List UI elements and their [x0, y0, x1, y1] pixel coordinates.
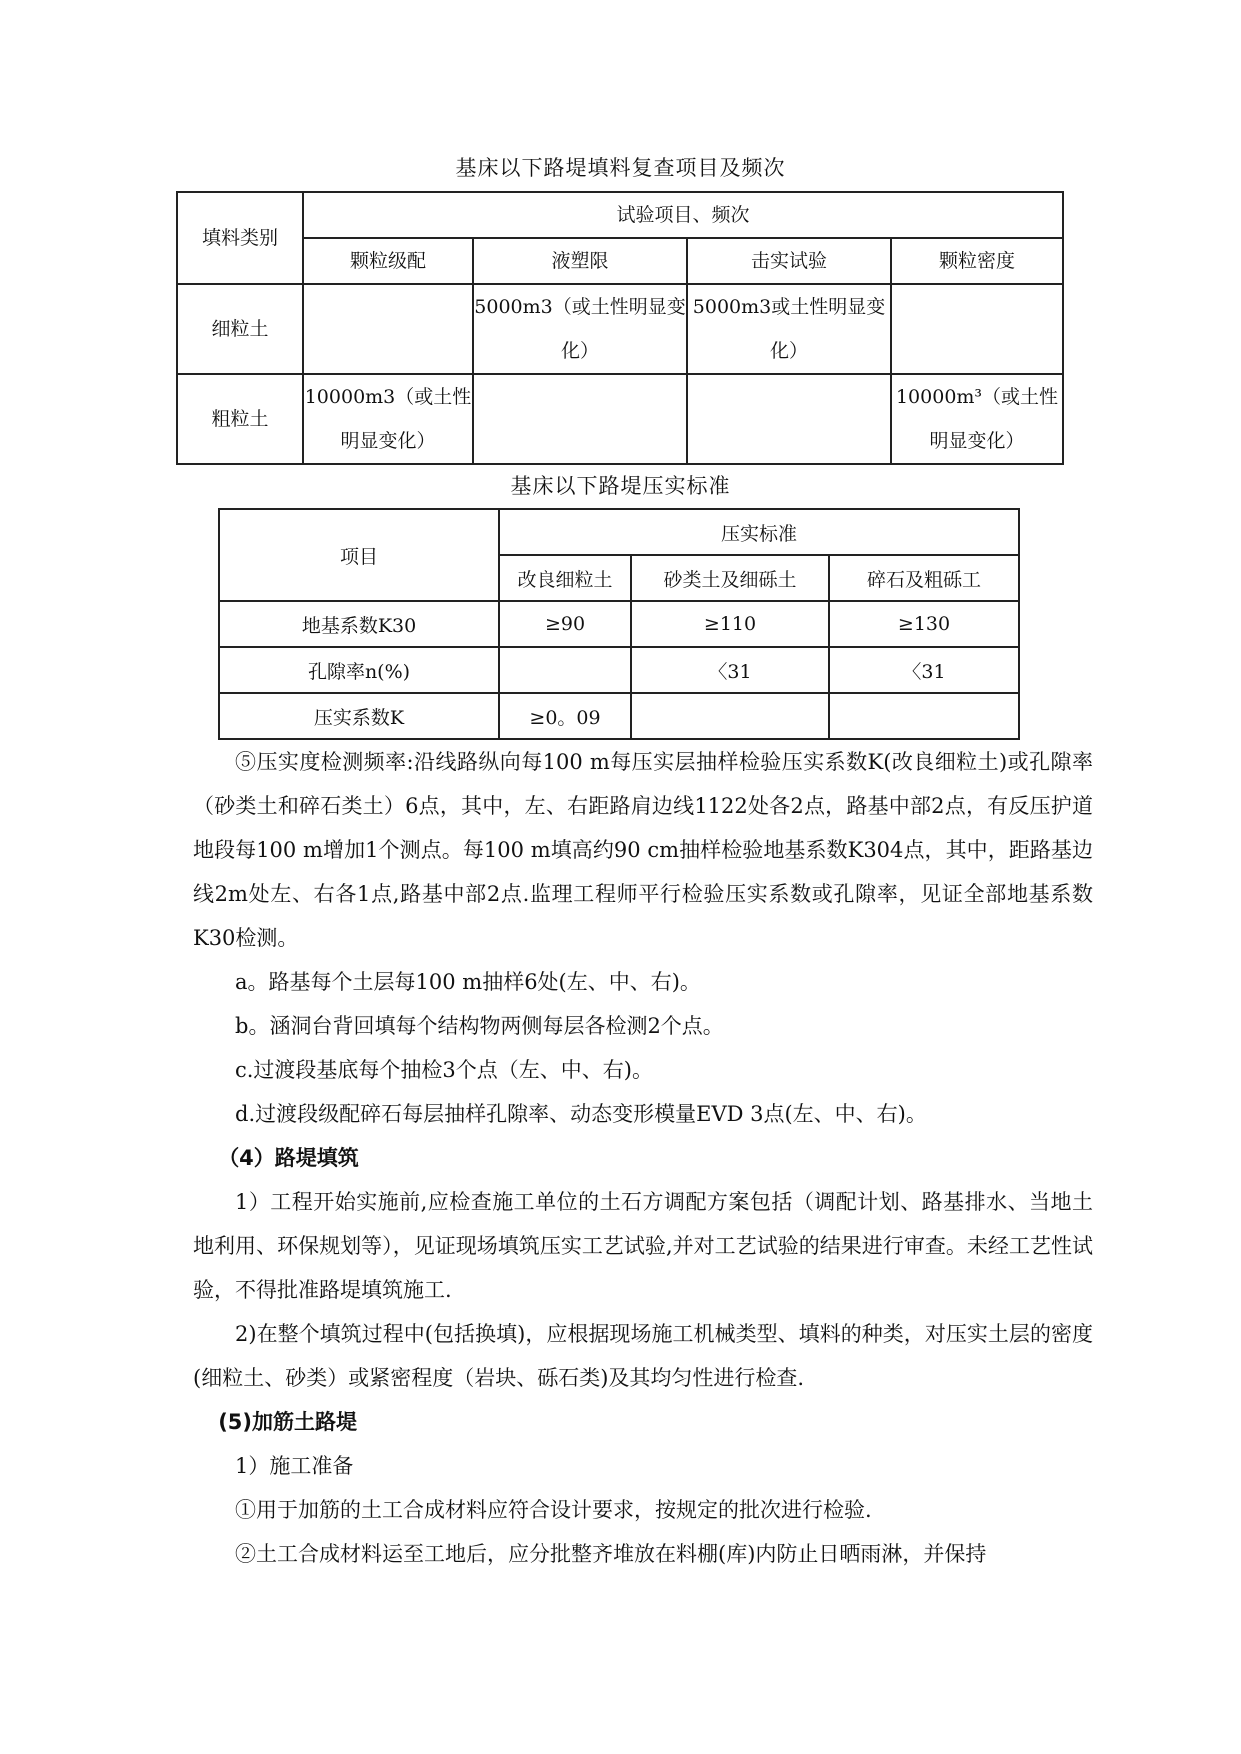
section-heading: （4）路堤填筑	[218, 1146, 359, 1170]
table-cell: ≥90	[499, 601, 631, 647]
table-cell: 〈31	[829, 647, 1019, 693]
paragraph: 2)在整个填筑过程中(包括换填)，应根据现场施工机械类型、填料的种类，对压实土层的密度(细粒土、砂类）或紧密程度（岩块、砾石类)及其均匀性进行检查.	[193, 1322, 1093, 1390]
fill-material-inspection-table	[176, 191, 1064, 465]
paragraph: 1）工程开始实施前,应检查施工单位的土石方调配方案包括（调配计划、路基排水、当地土地利用、环保规划等），见证现场填筑压实工艺试验,并对工艺试验的结果进行审查。未经工艺性试验，不得批准路堤填筑施工.	[193, 1190, 1093, 1302]
row-label: 地基系数K30	[219, 601, 499, 647]
table-cell: 10000m3（或土性明显变化）	[303, 374, 473, 464]
column-header: 击实试验	[687, 238, 891, 284]
row-label: 细粒土	[177, 284, 303, 374]
table-cell	[631, 693, 829, 739]
row-label: 孔隙率n(%)	[219, 647, 499, 693]
table-cell	[687, 374, 891, 464]
column-header: 液塑限	[473, 238, 687, 284]
table1-caption: 基床以下路堤填料复查项目及频次	[455, 156, 786, 180]
table-cell	[829, 693, 1019, 739]
header-test-items: 试验项目、频次	[303, 192, 1063, 238]
paragraph: a。路基每个土层每100 m抽样6处(左、中、右)。	[235, 970, 701, 994]
row-label: 粗粒土	[177, 374, 303, 464]
table-cell	[303, 284, 473, 374]
paragraph: ⑤压实度检测频率:沿线路纵向每100 m每压实层抽样检验压实系数K(改良细粒土)或孔隙率（砂类土和碎石类土）6点，其中，左、右距路肩边线1122处各2点，路基中部2点，有反压护道地段每100 m增加1个测点。每100 m填高约90 cm抽样检验地基系数K304点，其中，距路基边线2m处左、右各1点,路基中部2点.监理工程师平行检验压实系数或孔隙率，见证全部地基系数K30检测。	[193, 750, 1093, 950]
column-header: 砂类土及细砾土	[631, 555, 829, 601]
header-compaction-standard: 压实标准	[499, 509, 1019, 555]
body-text	[193, 740, 1093, 1576]
section-heading: (5)加筋土路堤	[218, 1410, 357, 1434]
column-header: 改良细粒土	[499, 555, 631, 601]
paragraph: 1）施工准备	[235, 1454, 354, 1478]
table-cell: 10000m³（或土性明显变化）	[891, 374, 1063, 464]
table-cell	[473, 374, 687, 464]
table-cell: ≥0。09	[499, 693, 631, 739]
table-cell: ≥130	[829, 601, 1019, 647]
compaction-standard-table	[218, 508, 1020, 740]
header-item: 项目	[219, 509, 499, 601]
row-label: 压实系数K	[219, 693, 499, 739]
paragraph: ②土工合成材料运至工地后，应分批整齐堆放在料棚(库)内防止日晒雨淋，并保持	[235, 1542, 987, 1566]
column-header: 碎石及粗砾工	[829, 555, 1019, 601]
table-cell	[499, 647, 631, 693]
header-fill-category: 填料类别	[177, 192, 303, 284]
column-header: 颗粒级配	[303, 238, 473, 284]
table-cell: 5000m3或土性明显变化）	[687, 284, 891, 374]
paragraph: d.过渡段级配碎石每层抽样孔隙率、动态变形模量EVD 3点(左、中、右)。	[235, 1102, 927, 1126]
paragraph: c.过渡段基底每个抽检3个点（左、中、右)。	[235, 1058, 653, 1082]
paragraph: ①用于加筋的土工合成材料应符合设计要求，按规定的批次进行检验.	[235, 1498, 872, 1522]
paragraph: b。涵洞台背回填每个结构物两侧每层各检测2个点。	[235, 1014, 724, 1038]
table-cell	[891, 284, 1063, 374]
table2-caption: 基床以下路堤压实标准	[510, 474, 731, 498]
table-cell: 5000m3（或土性明显变化）	[473, 284, 687, 374]
table-cell: ≥110	[631, 601, 829, 647]
table-cell: 〈31	[631, 647, 829, 693]
column-header: 颗粒密度	[891, 238, 1063, 284]
